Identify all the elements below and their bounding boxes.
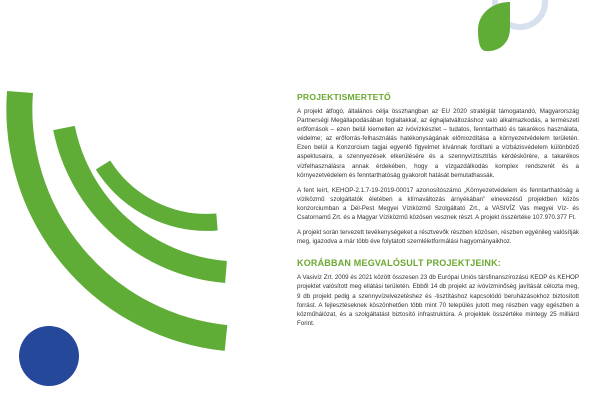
text-column — [297, 92, 579, 334]
leaf-icon — [478, 2, 510, 51]
blue-circle — [19, 326, 79, 386]
section-title-projektismerteto: PROJEKTISMERTETŐ — [297, 92, 391, 102]
concentric-arcs — [19, 92, 226, 338]
paragraph: A projekt átfogó, általános célja összhangban az EU 2020 stratégiát támogatandó, Magyarország Partnerségi Megállapodásában foglaltakkal, az éghajlatváltozáshoz való alkalmazkodás, a természeti erőforrások – ezen belül kiemelten az ivóvízkészlet – tudatos, fenntartható és takarékos használata, védelme; az erőforrás-felhasználás hatékonyságának előmozdítása a környezetvédelem területén. Ezen belül a Konzorcium tagjai egyenlő figyelmet kívánnak fordítani a vízbázisvédelem különböző aspektusaira, a szennyezések elkerülésére és a szennyvíztisztítás kérdéskörére, a takarékos vízfelhasználásra annak érdekében, hogy a vízgazdálkodás komplex rendszerét és a környezetvédelem és fenntarthatóság gyakorolt hatását bemutathassák. — [297, 108, 579, 179]
section-title-korabbi-projektek: KORÁBBAN MEGVALÓSULT PROJEKTJEINK: — [297, 258, 501, 269]
paragraph: A projekt során tervezett tevékenységeket a résztvevők részben közösen, részben egyénileg valósítják meg, igazodva a már több éve folytatott szemléletformálási hagyományaikhoz. — [297, 229, 579, 246]
paragraph: A Vasivíz Zrt. 2009 és 2021 között összesen 23 db Európai Uniós társfinanszírozású KEOP és KEHOP projektet valósított meg ellátási területén. Ebből 14 db projekt az ivóvízminőség javítását célozta meg, 9 db projekt pedig a szennyvízelvezetéshez és -tisztításhoz kapcsolódó beruházásokhoz biztosított forrást. A fejlesztéseknek köszönhetően több mint 70 település jutott meg részben vagy egészben a közműhálózat, és a szolgáltatást biztosító infrastruktúra. A projektek összértéke mintegy 25 milliárd Forint. — [297, 274, 579, 327]
paragraph: A fent leírt, KEHOP-2.1.7-19-2019-00017 azonosítószámú „Környezetvédelem és fenntarthatóság a víziközmű szolgáltatók életében a klímaváltozás árnyékában” elnevezésű projektben közös konzorciumban a Dél-Pest Megyei Víziközmű Szolgáltató Zrt., a VASIVÍZ Vas megyei Víz- és Csatornamű Zrt. és a Magyar Víziközmű közösen vesznek részt. A projekt összértéke 107.970.377 Ft. — [297, 186, 579, 222]
